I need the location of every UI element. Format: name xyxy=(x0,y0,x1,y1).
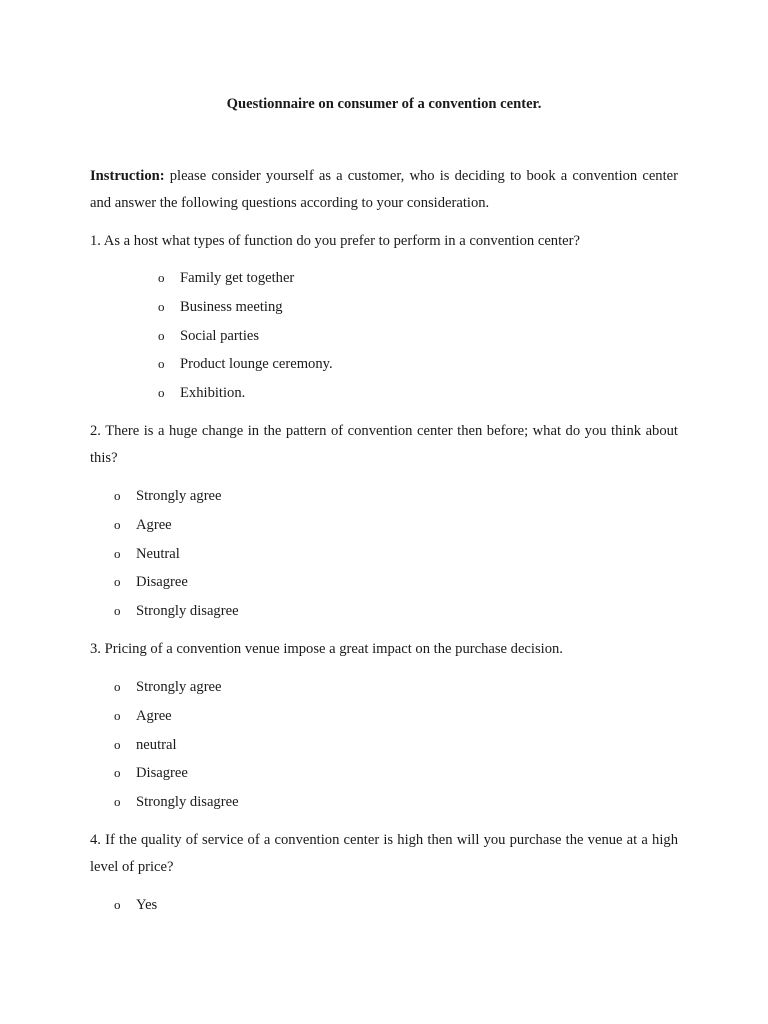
option-label: Strongly agree xyxy=(136,488,222,504)
instruction-text: please consider yourself as a customer, who is deciding to book a convention center and answer the following questions according to your consideration. xyxy=(90,168,678,211)
circle-bullet-icon: o xyxy=(158,298,165,314)
option-label: Exhibition. xyxy=(180,385,246,402)
circle-bullet-icon: o xyxy=(114,679,121,694)
option-label: Neutral xyxy=(136,545,180,562)
question-4-text: 4. If the quality of service of a convention center is high then will you purchase the venue at a high level of price? xyxy=(90,832,678,875)
question-1-text: 1. As a host what types of function do you prefer to perform in a convention center? xyxy=(90,233,580,249)
circle-bullet-icon: o xyxy=(114,736,121,752)
question-3-text: 3. Pricing of a convention venue impose a great impact on the purchase decision. xyxy=(90,641,563,657)
option-label: neutral xyxy=(136,736,177,753)
circle-bullet-icon: o xyxy=(114,488,121,503)
option-label: Disagree xyxy=(136,574,188,591)
circle-bullet-icon: o xyxy=(158,385,165,401)
option-label: Product lounge ceremony. xyxy=(180,356,333,373)
option-label: Yes xyxy=(136,897,158,913)
circle-bullet-icon: o xyxy=(158,270,165,285)
option-label: Agree xyxy=(136,707,172,724)
circle-bullet-icon: o xyxy=(114,574,121,590)
circle-bullet-icon: o xyxy=(114,794,121,810)
option-label: Family get together xyxy=(180,270,295,286)
circle-bullet-icon: o xyxy=(114,516,121,532)
instruction-paragraph xyxy=(90,163,678,216)
circle-bullet-icon: o xyxy=(158,356,165,372)
circle-bullet-icon: o xyxy=(114,545,121,561)
circle-bullet-icon: o xyxy=(114,707,121,723)
question-2-text: 2. There is a huge change in the pattern of convention center then before; what do you think about this? xyxy=(90,423,678,466)
option-label: Social parties xyxy=(180,327,260,344)
instruction-label: Instruction: xyxy=(90,168,165,184)
circle-bullet-icon: o xyxy=(114,765,121,781)
option-label: Agree xyxy=(136,516,172,533)
circle-bullet-icon: o xyxy=(114,897,121,912)
circle-bullet-icon: o xyxy=(114,603,121,619)
circle-bullet-icon: o xyxy=(158,327,165,343)
option-label: Disagree xyxy=(136,765,188,782)
option-label: Strongly disagree xyxy=(136,603,239,620)
option-label: Business meeting xyxy=(180,298,283,315)
option-label: Strongly disagree xyxy=(136,794,239,811)
option-label: Strongly agree xyxy=(136,679,222,695)
page-title: Questionnaire on consumer of a convention center. xyxy=(226,96,542,112)
